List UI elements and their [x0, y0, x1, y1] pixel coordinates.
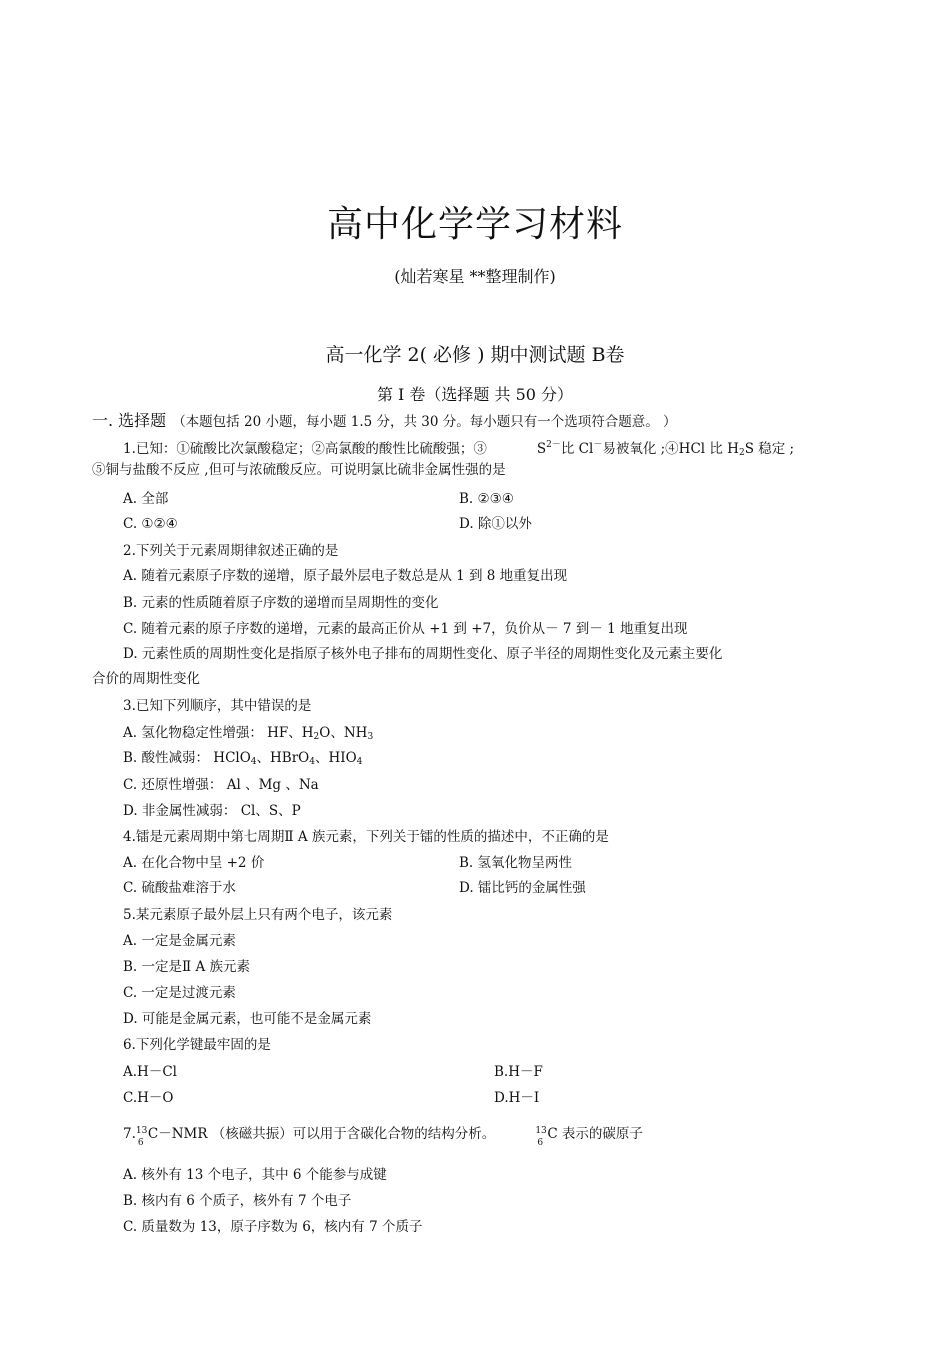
q6-option-b: B.H－F	[494, 1064, 543, 1080]
q2-option-b: B. 元素的性质随着原子序数的递增而呈周期性的变化	[123, 595, 439, 611]
q7-option-b: B. 核内有 6 个质子，核外有 7 个电子	[123, 1193, 352, 1209]
q2-option-a: A. 随着元素原子序数的递增，原子最外层电子数总是从 1 到 8 地重复出现	[123, 568, 568, 584]
part-title: 第 I 卷（选择题 共 50 分）	[376, 385, 574, 404]
q4-stem: 4.镭是元素周期中第七周期Ⅱ A 族元素，下列关于镭的性质的描述中，不正确的是	[123, 829, 609, 845]
q3-b-mid1: 、HBrO	[256, 750, 310, 766]
q3-a-mid: O、NH	[319, 725, 368, 741]
section-note: （本题包括 20 小题，每小题 1.5 分，共 30 分。每小题只有一个选项符合题意。 ）	[172, 414, 677, 430]
q3-a-sub: 2	[313, 732, 320, 742]
q1-stem-line1	[123, 436, 794, 462]
q7-isotope-notation-2	[535, 1125, 547, 1148]
q5-stem: 5.某元素原子最外层上只有两个电子，该元素	[123, 907, 393, 923]
q1-option-c: C. ①②④	[123, 516, 178, 532]
q2-option-c: C. 随着元素的原子序数的递增，元素的最高正价从 +1 到 +7，负价从－ 7 到－ 1 地重复出现	[123, 621, 688, 637]
q7-mass-number-2: 13	[535, 1125, 547, 1136]
q3-b-mid2: 、HIO	[314, 750, 357, 766]
q7-text1: C－NMR （核磁共振）可以用于含碳化合物的结构分析。	[147, 1126, 496, 1142]
q3-option-b	[123, 749, 362, 771]
q7-isotope-notation	[135, 1125, 148, 1148]
q1-s-charge: 2－	[546, 440, 561, 450]
q2-option-d-line2: 合价的周期性变化	[92, 671, 200, 687]
section-label: 一. 选择题	[92, 411, 167, 430]
q2-option-d-line1: D. 元素性质的周期性变化是指原子核外电子排布的周期性变化、原子半径的周期性变化及元素主要化	[123, 646, 723, 662]
q1-mid1: 比 Cl	[560, 441, 594, 457]
q2-stem: 2.下列关于元素周期律叙述正确的是	[123, 543, 339, 559]
q5-option-c: C. 一定是过渡元素	[123, 985, 236, 1001]
q3-b-sub3: 4	[356, 757, 363, 767]
q4-option-a: A. 在化合物中呈 +2 价	[123, 855, 265, 871]
q1-option-b: B. ②③④	[459, 491, 514, 507]
q3-b-text: B. 酸性减弱： HClO	[123, 750, 251, 766]
q1-s: S	[536, 441, 547, 457]
q3-a-sub2: 3	[367, 732, 374, 742]
q3-a-text: A. 氢化物稳定性增强： HF、H	[123, 725, 314, 741]
q1-stem-line2: ⑤铜与盐酸不反应 ,但可与浓硫酸反应。可说明氯比硫非金属性强的是	[92, 462, 506, 478]
q3-option-a	[123, 724, 373, 746]
q7-text2: C 表示的碳原子	[547, 1126, 643, 1142]
q3-b-sub2: 4	[309, 757, 315, 767]
q1-h-sub: 2	[738, 448, 745, 458]
q7-number: 7.	[123, 1126, 136, 1142]
q6-stem: 6.下列化学键最牢固的是	[123, 1037, 271, 1053]
q6-option-c: C.H－O	[123, 1090, 174, 1106]
q6-option-a: A.H－Cl	[123, 1064, 177, 1080]
q5-option-d: D. 可能是金属元素，也可能不是金属元素	[123, 1011, 372, 1027]
q1-cl-charge: －	[593, 440, 603, 450]
q1-mid2: 易被氧化 ;④HCl 比 H	[602, 441, 739, 457]
q3-stem: 3.已知下列顺序，其中错误的是	[123, 698, 312, 714]
q4-option-c: C. 硫酸盐难溶于水	[123, 880, 236, 896]
q4-option-b: B. 氢氧化物呈两性	[459, 855, 573, 871]
q7-atomic-number-2: 6	[537, 1137, 544, 1148]
exam-title: 高一化学 2( 必修 ) 期中测试题 B卷	[325, 344, 625, 366]
q7-option-a: A. 核外有 13 个电子，其中 6 个能参与成键	[123, 1167, 387, 1183]
q7-option-c: C. 质量数为 13，原子序数为 6，核内有 7 个质子	[123, 1219, 423, 1235]
q5-option-a: A. 一定是金属元素	[123, 933, 236, 949]
q7-mass-number: 13	[135, 1125, 148, 1136]
section-heading	[92, 408, 677, 431]
q1-option-a: A. 全部	[123, 491, 169, 507]
q3-option-d: D. 非金属性减弱： Cl、S、P	[123, 803, 301, 819]
document-subtitle: (灿若寒星 **整理制作)	[394, 267, 556, 286]
q1-end: S 稳定 ;	[744, 441, 795, 457]
q7-stem	[123, 1125, 643, 1148]
q4-option-d: D. 镭比钙的金属性强	[459, 880, 586, 896]
document-title: 高中化学学习材料	[326, 204, 623, 245]
q7-atomic-number: 6	[137, 1137, 144, 1148]
q3-b-sub1: 4	[250, 757, 257, 767]
q6-option-d: D.H－I	[494, 1090, 540, 1106]
q5-option-b: B. 一定是Ⅱ A 族元素	[123, 959, 251, 975]
q1-option-d: D. 除①以外	[459, 516, 532, 532]
q1-stem-a: 1.已知：①硫酸比次氯酸稳定；②高氯酸的酸性比硫酸强；③	[123, 441, 487, 457]
q3-option-c: C. 还原性增强： Al 、Mg 、Na	[123, 777, 319, 793]
